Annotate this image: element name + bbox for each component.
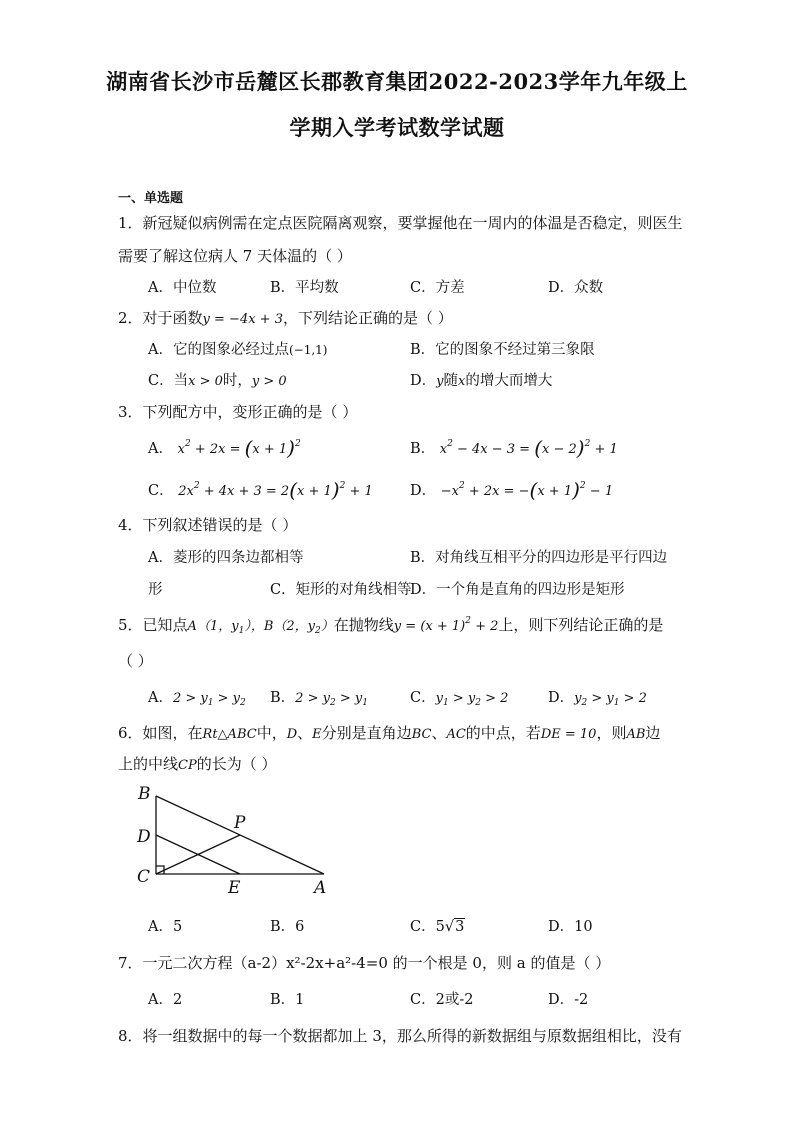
q6-stem-line1 xyxy=(118,722,660,743)
q2-option-d-pre: D． xyxy=(410,373,437,389)
q6-stem-line2-post: 的长为（ ） xyxy=(196,755,277,773)
q5-stem-pre: 5．已知点 xyxy=(118,616,188,634)
q5-parabola: $y = (x + 1)^2 + 2$ xyxy=(393,616,499,634)
q6-option-c-coef: 5 xyxy=(435,919,445,935)
figure-label-e: E xyxy=(228,878,241,898)
q2-option-c-cond: x > 0 xyxy=(188,374,223,389)
section-heading: 一、单选题 xyxy=(118,191,184,206)
q3-option-d-formula: $-x^2 + 2x = -(x + 1)^2 - 1$ xyxy=(440,478,614,502)
q2-option-b: B．它的图象不经过第三象限 xyxy=(410,342,595,358)
q3-option-a-formula: $x^2 + 2x = (x + 1)^2$ xyxy=(177,436,301,460)
q6-option-b: B．6 xyxy=(270,919,305,935)
q5-option-c-label: C． xyxy=(410,690,436,706)
q2-option-d xyxy=(410,369,552,390)
q6-option-c-radicand: 3 xyxy=(455,919,465,935)
q4-option-a: A．菱形的四条边都相等 xyxy=(148,550,304,566)
q1-option-a: A．中位数 xyxy=(148,280,217,296)
q6-option-a: A．5 xyxy=(148,919,183,935)
q6-option-c-label: C． xyxy=(410,919,436,935)
q6-point-e: E xyxy=(312,727,322,742)
q5-option-c xyxy=(410,686,508,707)
sqrt-icon: √3 xyxy=(444,919,465,935)
q6-point-d: D xyxy=(286,727,298,742)
q1-stem-line1: 1．新冠疑似病例需在定点医院隔离观察，要掌握他在一周内的体温是否稳定，则医生 xyxy=(118,214,683,232)
q2-option-d-x: x xyxy=(458,374,466,389)
q2-option-c-mid: 时， xyxy=(222,373,252,389)
q5-option-a-label: A． xyxy=(148,690,173,706)
figure-label-p: P xyxy=(234,813,246,833)
figure-label-a: A xyxy=(314,878,327,898)
q5-option-a-formula: $2 > y_1 > y_2$ xyxy=(172,691,246,708)
q5-stem-mid: 在抛物线 xyxy=(333,616,394,634)
q3-option-c xyxy=(148,478,373,502)
q6-stem-mid3: 分别是直角边 xyxy=(321,724,412,742)
q6-stem-pre: 6．如图，在 xyxy=(118,724,203,742)
q7-option-d: D．-2 xyxy=(548,992,589,1008)
q5-points: A（1，$y_1$），B（2，$y_2$） xyxy=(187,619,334,636)
q6-option-c xyxy=(410,915,465,936)
q3-option-b-formula: $x^2 - 4x - 3 = (x - 2)^2 + 1$ xyxy=(439,436,618,460)
q5-option-d-formula: $y_2 > y_1 > 2$ xyxy=(574,691,647,708)
q6-stem-mid2: 、 xyxy=(297,724,313,742)
q3-option-c-label: C． xyxy=(148,483,174,499)
q7-option-b: B．1 xyxy=(270,992,305,1008)
q2-function: y = −4x + 3 xyxy=(202,312,283,327)
q4-option-c: C．矩形的对角线相等 xyxy=(270,582,412,598)
q2-option-a-point: (−1,1) xyxy=(288,343,328,357)
q2-option-d-mid: 随 xyxy=(443,373,458,389)
q4-option-b-continued: 形 xyxy=(148,582,163,598)
q2-stem-post: ，下列结论正确的是（ ） xyxy=(282,309,453,327)
q3-option-a-label: A． xyxy=(148,441,173,457)
q1-option-d: D．众数 xyxy=(548,280,604,296)
q3-option-b xyxy=(410,436,618,460)
q6-stem-line2 xyxy=(118,753,277,774)
q2-option-a xyxy=(148,338,328,359)
q2-stem xyxy=(118,307,453,328)
q4-stem: 4．下列叙述错误的是（ ） xyxy=(118,516,298,534)
q5-stem-line2: （ ） xyxy=(118,652,153,670)
q5-stem-post: 上，则下列结论正确的是 xyxy=(498,616,664,634)
q5-option-b xyxy=(270,686,368,707)
document-title-line2: 学期入学考试数学试题 xyxy=(289,115,505,140)
q3-option-b-label: B． xyxy=(410,441,436,457)
q5-option-c-formula: $y_1 > y_2 > 2$ xyxy=(435,691,509,708)
q6-option-d: D．10 xyxy=(548,919,593,935)
q6-side-ac: AC xyxy=(446,727,466,742)
q3-option-c-formula: $2x^2 + 4x + 3 = 2(x + 1)^2 + 1$ xyxy=(178,478,373,502)
q6-stem-mid1: 中， xyxy=(256,724,287,742)
q6-stem-mid4: 、 xyxy=(431,724,447,742)
q5-option-b-formula: $2 > y_2 > y_1$ xyxy=(295,691,368,708)
q4-option-d: D．一个角是直角的四边形是矩形 xyxy=(410,582,625,598)
q2-stem-pre: 2．对于函数 xyxy=(118,309,203,327)
q2-option-d-y: y xyxy=(436,374,444,389)
q7-option-a: A．2 xyxy=(148,992,183,1008)
q2-option-c xyxy=(148,369,287,390)
q6-stem-end: 边 xyxy=(645,724,661,742)
q2-option-c-pre: C．当 xyxy=(148,373,189,389)
q6-triangle-figure xyxy=(128,780,348,900)
q7-stem: 7．一元二次方程（a-2）x²-2x+a²-4=0 的一个根是 0，则 a 的值是（ ） xyxy=(118,954,611,972)
q6-side-ab: AB xyxy=(626,727,646,742)
q3-option-a xyxy=(148,436,301,460)
q6-stem-line2-pre: 上的中线 xyxy=(118,755,179,773)
q6-stem-mid5: 的中点，若 xyxy=(465,724,541,742)
q3-option-d xyxy=(410,478,613,502)
q2-option-a-text: A．它的图象必经过点 xyxy=(148,342,289,358)
q5-stem-line1 xyxy=(118,614,663,635)
q6-stem-mid6: ，则 xyxy=(596,724,627,742)
q1-option-c: C．方差 xyxy=(410,280,465,296)
q1-stem-line2: 需要了解这位病人 7 天体温的（ ） xyxy=(118,247,352,265)
q2-option-c-res: y > 0 xyxy=(251,374,287,389)
q6-triangle: Rt△ABC xyxy=(202,727,257,742)
q5-option-b-label: B． xyxy=(270,690,296,706)
q3-stem: 3．下列配方中，变形正确的是（ ） xyxy=(118,403,358,421)
q6-median-cp: CP xyxy=(178,758,197,773)
q3-option-d-label: D． xyxy=(410,483,437,499)
figure-label-b: B xyxy=(138,784,151,804)
q5-option-d-label: D． xyxy=(548,690,575,706)
q6-de-value: DE = 10 xyxy=(540,727,597,742)
q5-option-a xyxy=(148,686,246,707)
figure-label-c: C xyxy=(137,867,151,887)
q5-option-d xyxy=(548,686,647,707)
q1-option-b: B．平均数 xyxy=(270,280,339,296)
q6-side-bc: BC xyxy=(411,727,432,742)
q8-stem-line1: 8．将一组数据中的每一个数据都加上 3，那么所得的新数据组与原数据组相比，没有 xyxy=(118,1027,682,1045)
figure-label-d: D xyxy=(137,827,151,847)
q4-option-b: B．对角线互相平分的四边形是平行四边 xyxy=(410,550,668,566)
document-title-line1: 湖南省长沙市岳麓区长郡教育集团2022-2023学年九年级上 xyxy=(106,69,688,94)
q2-option-d-post: 的增大而增大 xyxy=(465,373,553,389)
q6-option-c-value xyxy=(436,919,466,935)
q7-option-c: C．2或-2 xyxy=(410,992,474,1008)
